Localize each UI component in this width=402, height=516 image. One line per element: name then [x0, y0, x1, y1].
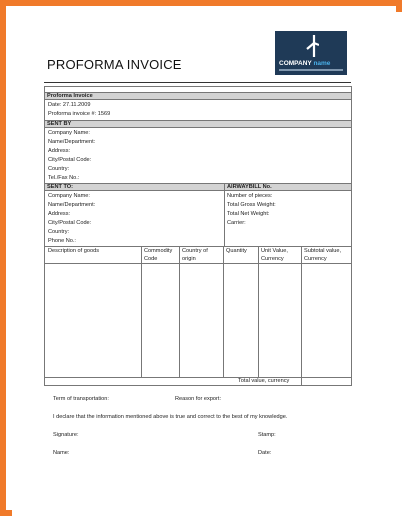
title-rule	[44, 82, 351, 83]
table-col-divider	[258, 246, 259, 377]
table-col-divider	[223, 246, 224, 377]
invoice-number: Proforma invoice #: 1569	[48, 111, 111, 117]
signature-label: Signature:	[53, 432, 79, 438]
sent-to-country: Country:	[48, 229, 70, 235]
sent-by-company: Company Name:	[48, 130, 90, 136]
table-col-divider	[179, 246, 180, 377]
date-label: Date:	[258, 450, 272, 456]
invoice-date: Date: 27.11.2009	[48, 102, 91, 108]
company-logo	[275, 31, 347, 75]
sent-by-country: Country:	[48, 166, 70, 172]
sent-to-divider	[224, 183, 225, 246]
sent-by-department: Name/Department:	[48, 139, 96, 145]
table-header-rule	[45, 263, 351, 264]
awb-net-weight: Total Net Weight:	[227, 211, 270, 217]
section-header-sent-to: SENT TO:	[45, 183, 224, 191]
name-label: Name:	[53, 450, 70, 456]
sent-to-company: Company Name:	[48, 193, 90, 199]
table-col-divider	[301, 246, 302, 385]
section-header-sent-by: SENT BY	[45, 120, 351, 128]
column-header-description: Description of goods	[48, 248, 99, 254]
column-header-country: Country of origin	[182, 248, 208, 262]
column-header-unit-value: Unit Value, Currency	[261, 248, 288, 262]
declaration-text: I declare that the information mentioned above is true and correct to the best of my knowledge.	[53, 414, 288, 420]
sent-to-phone: Phone No.:	[48, 238, 76, 244]
sent-by-tel: Tel./Fax No.:	[48, 175, 80, 181]
column-header-subtotal: Subtotal value, Currency	[304, 248, 342, 262]
logo-brand-text: COMPANY name	[279, 60, 331, 67]
document-title: PROFORMA INVOICE	[47, 57, 182, 72]
awb-pieces: Number of pieces:	[227, 193, 273, 199]
section-header-proforma: Proforma Invoice	[45, 92, 351, 100]
awb-carrier: Carrier:	[227, 220, 246, 226]
sent-to-city: City/Postal Code:	[48, 220, 92, 226]
logo-arrow-icon	[305, 35, 319, 57]
section-header-airwaybill: AIRWAYBILL No.	[224, 183, 351, 191]
sent-to-department: Name/Department:	[48, 202, 96, 208]
sent-by-city: City/Postal Code:	[48, 157, 92, 163]
column-header-quantity: Quantity	[226, 248, 247, 254]
column-header-commodity: Commodity Code	[144, 248, 173, 262]
table-col-divider	[141, 246, 142, 377]
sent-to-address: Address:	[48, 211, 71, 217]
invoice-form	[44, 86, 352, 386]
logo-slogan-bar	[279, 69, 343, 71]
transportation-label: Term of transportation:	[53, 396, 109, 402]
stamp-label: Stamp:	[258, 432, 276, 438]
awb-gross-weight: Total Gross Weight:	[227, 202, 276, 208]
reason-label: Reason for export:	[175, 396, 222, 402]
table-total-rule	[45, 377, 351, 378]
sent-by-address: Address:	[48, 148, 71, 154]
total-value-label: Total value, currency	[238, 378, 290, 384]
